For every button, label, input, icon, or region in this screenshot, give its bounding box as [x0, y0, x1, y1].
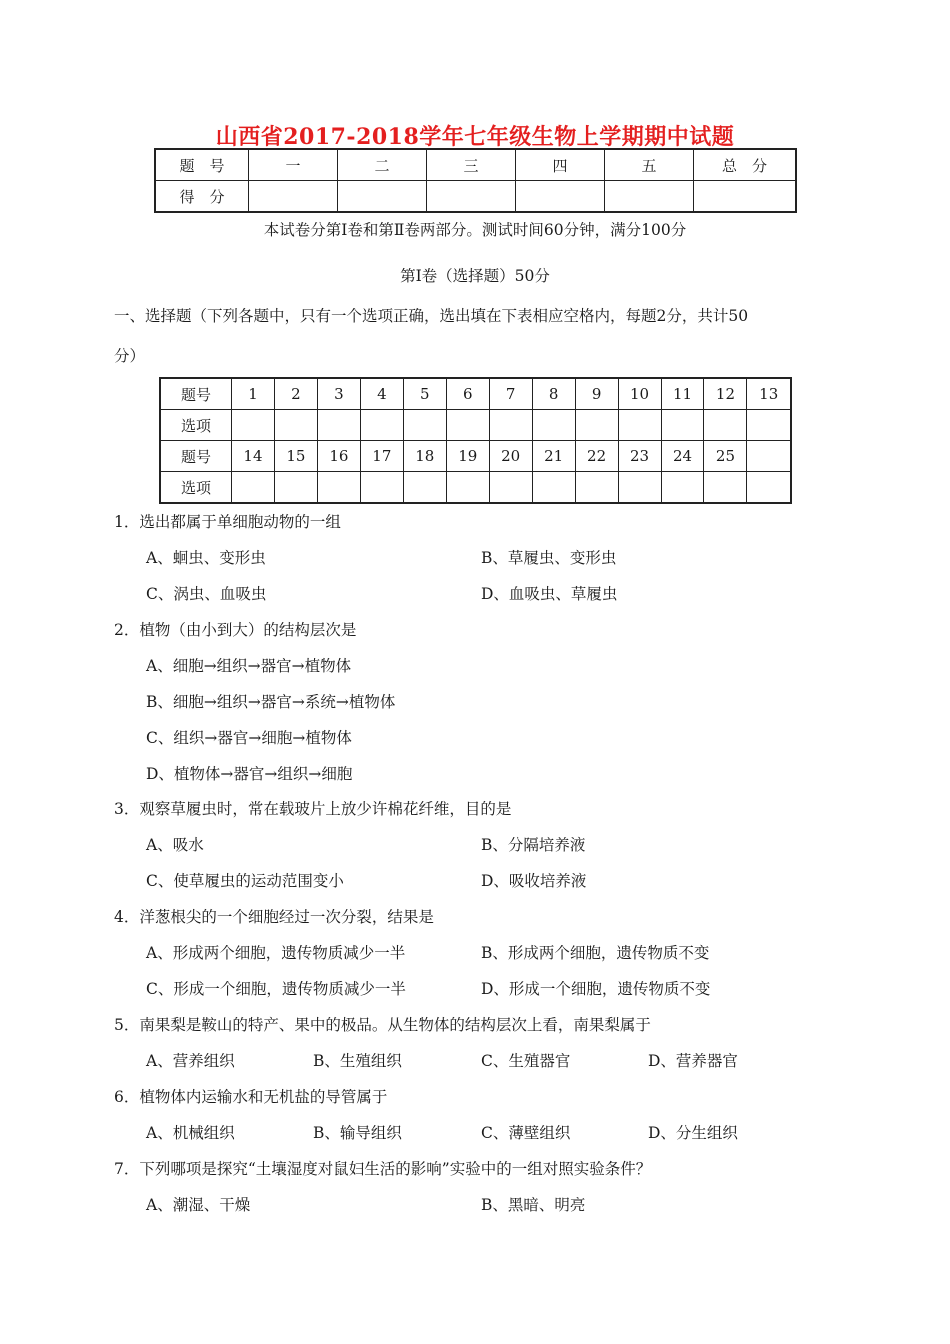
score-table	[154, 148, 797, 213]
answer-number-cell: 21	[532, 441, 575, 472]
question-option[interactable]: B、形成两个细胞，遗传物质不变	[481, 944, 710, 962]
answer-table	[159, 377, 792, 504]
answer-choice-cell[interactable]	[360, 410, 403, 441]
score-cell[interactable]	[694, 181, 797, 213]
answer-table-row	[160, 410, 791, 441]
answer-choice-cell[interactable]	[704, 410, 747, 441]
score-header-cell: 五	[605, 149, 694, 181]
question-option[interactable]: A、潮湿、干燥	[146, 1196, 251, 1214]
question-option[interactable]: B、生殖组织	[313, 1052, 402, 1070]
question-option[interactable]: C、生殖器官	[481, 1052, 571, 1070]
answer-choice-cell[interactable]	[317, 472, 360, 504]
answer-choice-cell[interactable]	[317, 410, 360, 441]
question-option[interactable]: B、黑暗、明亮	[481, 1196, 586, 1214]
question-option[interactable]: A、机械组织	[146, 1124, 235, 1142]
question-option[interactable]: A、形成两个细胞，遗传物质减少一半	[146, 944, 406, 962]
answer-choice-cell[interactable]	[747, 410, 791, 441]
answer-number-cell: 12	[704, 378, 747, 410]
answer-number-cell: 13	[747, 378, 791, 410]
question-stem: 4．洋葱根尖的一个细胞经过一次分裂，结果是	[114, 908, 434, 926]
score-header-cell: 二	[338, 149, 427, 181]
answer-choice-cell[interactable]	[575, 410, 618, 441]
answer-choice-cell[interactable]	[403, 410, 446, 441]
answer-choice-cell[interactable]	[274, 472, 317, 504]
score-cell[interactable]	[338, 181, 427, 213]
question-option[interactable]: B、分隔培养液	[481, 836, 586, 854]
answer-number-cell: 17	[360, 441, 403, 472]
question-option[interactable]: C、形成一个细胞，遗传物质减少一半	[146, 980, 406, 998]
score-header-cell: 一	[249, 149, 338, 181]
score-header-cell: 总 分	[694, 149, 797, 181]
question-option[interactable]: C、涡虫、血吸虫	[146, 585, 267, 603]
question-option[interactable]: A、吸水	[146, 836, 204, 854]
score-header-cell: 题 号	[155, 149, 249, 181]
score-header-row	[155, 149, 796, 181]
score-value-row	[155, 181, 796, 213]
answer-row-label: 题号	[160, 441, 232, 472]
answer-choice-cell[interactable]	[274, 410, 317, 441]
answer-choice-cell[interactable]	[575, 472, 618, 504]
answer-number-cell: 19	[446, 441, 489, 472]
answer-choice-cell[interactable]	[661, 472, 704, 504]
answer-number-cell: 16	[317, 441, 360, 472]
score-row-label: 得 分	[155, 181, 249, 213]
question-option[interactable]: D、分生组织	[648, 1124, 738, 1142]
answer-choice-cell[interactable]	[661, 410, 704, 441]
answer-choice-cell[interactable]	[532, 410, 575, 441]
answer-number-cell: 8	[532, 378, 575, 410]
answer-choice-cell[interactable]	[446, 410, 489, 441]
score-header-cell: 三	[427, 149, 516, 181]
answer-table-row	[160, 441, 791, 472]
answer-number-cell: 20	[489, 441, 532, 472]
answer-number-cell: 11	[661, 378, 704, 410]
answer-number-cell: 1	[232, 378, 275, 410]
answer-number-cell: 2	[274, 378, 317, 410]
answer-choice-cell[interactable]	[360, 472, 403, 504]
section-title: 第Ⅰ卷（选择题）50分	[400, 267, 550, 285]
score-cell[interactable]	[605, 181, 694, 213]
question-stem: 5．南果梨是鞍山的特产、果中的极品。从生物体的结构层次上看，南果梨属于	[114, 1016, 651, 1034]
answer-choice-cell[interactable]	[489, 410, 532, 441]
exam-title: 山西省2017-2018学年七年级生物上学期期中试题	[215, 124, 735, 150]
answer-choice-cell[interactable]	[446, 472, 489, 504]
answer-number-cell: 6	[446, 378, 489, 410]
answer-table-row	[160, 378, 791, 410]
answer-choice-cell[interactable]	[232, 472, 275, 504]
score-cell[interactable]	[516, 181, 605, 213]
answer-row-label: 选项	[160, 472, 232, 504]
answer-choice-cell[interactable]	[704, 472, 747, 504]
question-option[interactable]: C、使草履虫的运动范围变小	[146, 872, 344, 890]
score-cell[interactable]	[249, 181, 338, 213]
answer-table-row	[160, 472, 791, 504]
question-option[interactable]: A、细胞→组织→器官→植物体	[146, 657, 352, 675]
score-header-cell: 四	[516, 149, 605, 181]
question-stem: 2．植物（由小到大）的结构层次是	[114, 621, 357, 639]
answer-choice-cell[interactable]	[403, 472, 446, 504]
question-option[interactable]: A、营养组织	[146, 1052, 235, 1070]
answer-number-cell: 4	[360, 378, 403, 410]
answer-choice-cell[interactable]	[232, 410, 275, 441]
answer-number-cell: 15	[274, 441, 317, 472]
answer-number-cell	[747, 441, 791, 472]
answer-number-cell: 25	[704, 441, 747, 472]
question-option[interactable]: B、输导组织	[313, 1124, 402, 1142]
question-option[interactable]: D、植物体→器官→组织→细胞	[146, 765, 353, 783]
question-stem: 1．选出都属于单细胞动物的一组	[114, 513, 341, 531]
instructions-text-cont: 分）	[114, 347, 146, 365]
question-stem: 7．下列哪项是探究“土壤湿度对鼠妇生活的影响”实验中的一组对照实验条件？	[114, 1160, 652, 1178]
answer-row-label: 题号	[160, 378, 232, 410]
answer-number-cell: 3	[317, 378, 360, 410]
answer-number-cell: 9	[575, 378, 618, 410]
answer-number-cell: 7	[489, 378, 532, 410]
score-cell[interactable]	[427, 181, 516, 213]
question-stem: 3．观察草履虫时，常在载玻片上放少许棉花纤维，目的是	[114, 800, 512, 818]
answer-choice-cell[interactable]	[618, 410, 661, 441]
question-option[interactable]: D、形成一个细胞，遗传物质不变	[481, 980, 711, 998]
answer-number-cell: 18	[403, 441, 446, 472]
question-option[interactable]: B、细胞→组织→器官→系统→植物体	[146, 693, 396, 711]
question-option[interactable]: C、组织→器官→细胞→植物体	[146, 729, 352, 747]
answer-choice-cell[interactable]	[489, 472, 532, 504]
answer-number-cell: 24	[661, 441, 704, 472]
answer-number-cell: 22	[575, 441, 618, 472]
answer-number-cell: 10	[618, 378, 661, 410]
exam-note: 本试卷分第Ⅰ卷和第Ⅱ卷两部分。测试时间60分钟，满分100分	[263, 221, 687, 239]
question-option[interactable]: C、薄壁组织	[481, 1124, 571, 1142]
question-option[interactable]: A、蛔虫、变形虫	[146, 549, 266, 567]
question-option[interactable]: D、营养器官	[648, 1052, 738, 1070]
answer-choice-cell[interactable]	[618, 472, 661, 504]
answer-choice-cell[interactable]	[532, 472, 575, 504]
answer-number-cell: 14	[232, 441, 275, 472]
question-option[interactable]: B、草履虫、变形虫	[481, 549, 617, 567]
question-stem: 6．植物体内运输水和无机盐的导管属于	[114, 1088, 388, 1106]
question-option[interactable]: D、血吸虫、草履虫	[481, 585, 618, 603]
question-option[interactable]: D、吸收培养液	[481, 872, 587, 890]
answer-choice-cell[interactable]	[747, 472, 791, 504]
instructions-text: 一、选择题（下列各题中，只有一个选项正确，选出填在下表相应空格内，每题2分，共计50	[114, 307, 749, 325]
answer-number-cell: 23	[618, 441, 661, 472]
answer-number-cell: 5	[403, 378, 446, 410]
answer-row-label: 选项	[160, 410, 232, 441]
